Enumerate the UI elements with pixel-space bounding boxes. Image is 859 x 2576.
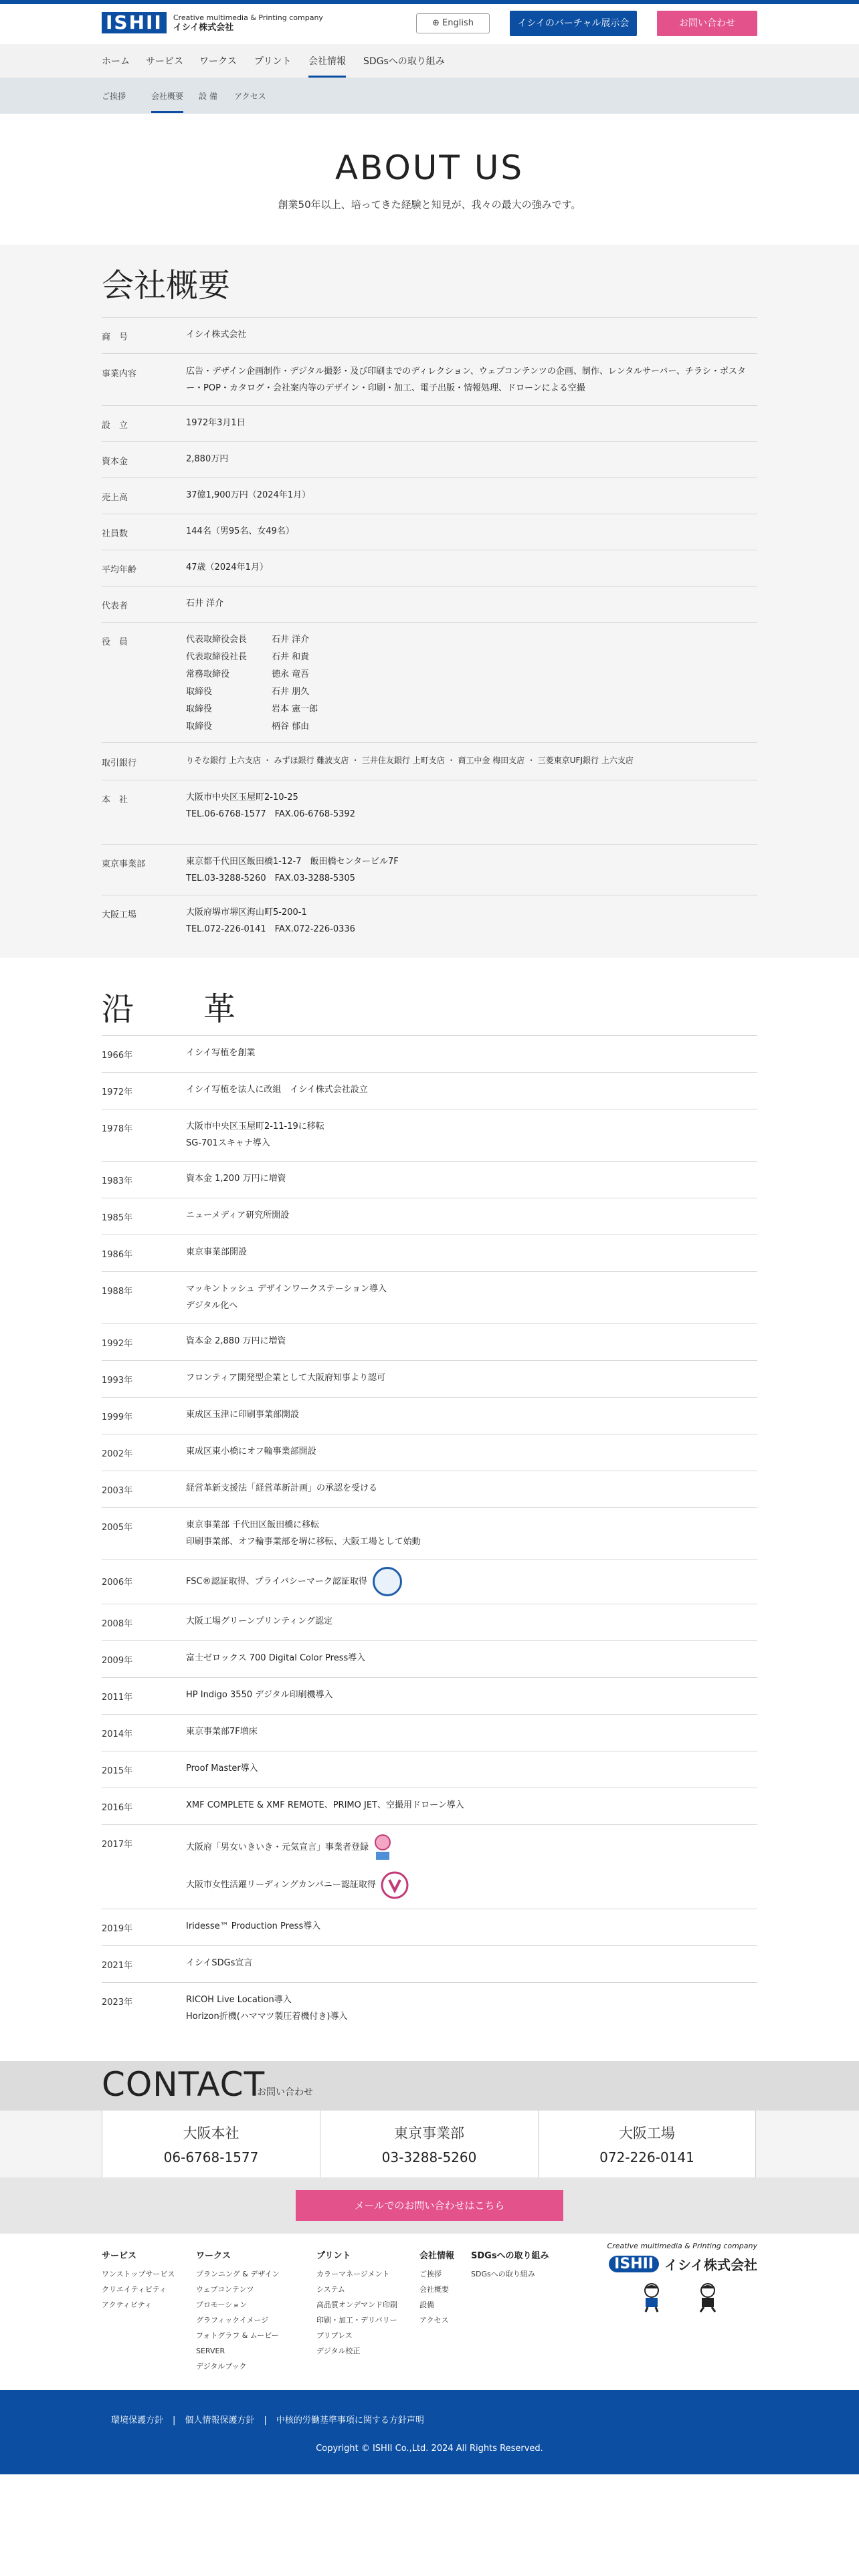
history-row [102,1036,757,1073]
officer [186,649,755,666]
policy-links [111,2413,424,2426]
history-event: 東成区東小橋にオフ輪事業部開設 [186,1446,316,1457]
row-label: 取引銀行 [102,758,137,768]
footer-logo-main [597,2254,757,2274]
history-event: 大阪工場グリーンプリンティング認定 [186,1616,332,1626]
footer-link[interactable]: ウェブコンテンツ [196,2285,254,2294]
subnav-overview[interactable]: 会社概要 [151,90,183,113]
row-value: 広告・デザイン企画制作・デジタル撮影・及び印刷までのディレクション、ウェブコンテンツの企画、制作、レンタルサーバー、チラシ・ポスター・POP・カタログ・会社案内等のデザイン・印刷・加工、電子出版・情報処理、ドローンによる空撮 [186,366,746,393]
footer-link[interactable]: プロモーション [196,2300,248,2309]
office-name: 大阪工場 [619,2125,675,2141]
women-leading-company-icon [380,1870,409,1900]
history-line: デジタル化へ [186,1301,238,1311]
history-event: イシイSDGs宣言 [186,1958,253,1968]
footer-link[interactable]: デジタルブック [196,2362,247,2371]
history-year: 2009年 [102,1656,133,1666]
overview-row [102,780,757,845]
overview-row [102,442,757,478]
row-value [186,789,755,823]
footer-col-works [196,2248,310,2374]
english-button[interactable] [416,13,490,33]
history-row [102,1434,757,1471]
history-event: 東京事業部7F増床 [186,1727,258,1737]
nav-sdgs[interactable]: SDGsへの取り組み [363,56,445,67]
history-event: イシイ写植を創業 [186,1048,256,1058]
footer-logo-tagline: Creative multimedia & Printing company [607,2242,757,2250]
row-label: 資本金 [102,457,128,467]
history-line [186,1829,755,1866]
overview-row [102,406,757,442]
row-value [186,904,755,938]
row-value: 47歳（2024年1月） [186,562,268,572]
footer-col-sdgs [471,2248,571,2282]
history-year: 2005年 [102,1523,133,1533]
history-event: 東京事業部開設 [186,1247,248,1257]
history-row [102,1788,757,1825]
row-label: 商 号 [102,332,128,342]
history-event: XMF COMPLETE & XMF REMOTE、PRIMO JET、空撮用ドローン導入 [186,1800,464,1810]
nav-print[interactable]: プリント [254,56,292,67]
office-name: 大阪本社 [183,2125,240,2141]
footer-link[interactable]: プランニング & デザイン [196,2270,280,2278]
contact-button[interactable]: お問い合わせ [657,11,757,36]
row-value [186,853,755,887]
history-year: 2021年 [102,1961,133,1971]
row-label: 大阪工場 [102,910,137,920]
history-year: 1999年 [102,1412,133,1422]
row-value: 1972年3月1日 [186,418,246,428]
nav-company[interactable]: 会社情報 [308,54,346,78]
office-tokyo[interactable] [320,2111,538,2177]
history-line: 東京事業部 千代田区飯田橋に移転 [186,1520,320,1530]
history-line: FSC®認証取得、プライバシーマーク認証取得 [186,1576,367,1587]
footer-link[interactable]: 会社概要 [419,2285,449,2294]
history-year: 1992年 [102,1339,133,1349]
virtual-exhibition-button[interactable]: イシイのバーチャル展示会 [510,11,637,36]
history-event [186,1517,755,1550]
overview-row [102,586,757,623]
history-event: 経営革新支援法「経営革新計画」の承認を受ける [186,1483,378,1493]
history-event: イシイ写植を法人に改組 イシイ株式会社設立 [186,1085,368,1095]
footer-link[interactable]: SDGsへの取り組み [471,2270,535,2278]
history-year: 1986年 [102,1250,133,1260]
logo-text [173,13,323,33]
officer [186,701,755,718]
history-year: 1993年 [102,1376,133,1386]
officer [186,631,755,649]
row-label: 売上高 [102,493,128,503]
history-year: 1985年 [102,1213,133,1223]
subnav-greeting[interactable]: ご挨拶 [102,92,126,101]
history-event [186,1829,755,1904]
row-value: 144名（男95名、女49名） [186,526,294,536]
overview-row [102,514,757,550]
officer-role: 代表取締役社長 [186,652,248,662]
history-row [102,1508,757,1560]
phone-line: TEL.06-6768-1577 FAX.06-6768-5392 [186,809,355,819]
footer-link[interactable]: アクティビティ [102,2300,152,2309]
footer-link[interactable]: プリプレス [316,2331,353,2340]
history-event: HP Indigo 3550 デジタル印刷機導入 [186,1690,333,1700]
row-value: りそな銀行 上六支店 ・ みずほ銀行 難波支店 ・ 三井住友銀行 上町支店 ・ 商工中金 梅田支店 ・ 三菱東京UFJ銀行 上六支店 [186,756,634,765]
overview-row [102,550,757,586]
history-row [102,1235,757,1272]
history-row [102,1946,757,1983]
history-year: 1966年 [102,1051,133,1061]
row-label: 事業内容 [102,369,137,379]
address-line: 大阪市中央区玉屋町2-10-25 [186,792,298,802]
history-year: 2006年 [102,1578,133,1588]
row-value: 37億1,900万円（2024年1月） [186,490,311,500]
footer-logo[interactable] [597,2242,757,2274]
logo-tagline: Creative multimedia & Printing company [173,13,323,22]
office-osaka-hq[interactable] [102,2111,320,2177]
history-event [186,1118,755,1152]
footer-link[interactable]: グラフィックイメージ [196,2316,269,2325]
main-nav [0,44,859,78]
history-year: 1978年 [102,1124,133,1134]
history-row [102,1715,757,1751]
policy-link-privacy[interactable]: 個人情報保護方針 [185,2416,255,2426]
officer-role: 取締役 [186,722,213,732]
history-row [102,1560,757,1604]
globe-icon: ⊕ [432,18,440,28]
overview-row [102,743,757,780]
office-phones [0,2111,859,2177]
row-label: 東京事業部 [102,859,146,869]
history-line: SG-701スキャナ導入 [186,1138,270,1148]
history-line-text: 大阪府「男女いきいき・元気宣言」事業者登録 [186,1842,369,1852]
mail-contact-button[interactable]: メールでのお問い合わせはこちら [296,2190,563,2221]
history-row [102,1398,757,1434]
overview-row [102,895,757,946]
office-osaka-factory[interactable] [538,2111,756,2177]
history-event: Iridesse™ Production Press導入 [186,1921,321,1931]
contact-subtitle: お問い合わせ [257,2087,313,2098]
footer-col-print [316,2248,430,2359]
office-tel: 06-6768-1577 [163,2149,259,2165]
officer-name: 石井 朋久 [272,687,310,697]
officer-name: 柄谷 郁由 [272,722,310,732]
sub-nav [0,78,859,114]
overview-row [102,478,757,514]
footer-link[interactable]: 設備 [419,2300,434,2309]
page-subtitle: 創業50年以上、培ってきた経験と知見が、我々の最大の強みです。 [278,199,581,211]
mascot-character-icon [694,2282,721,2313]
history-row [102,1604,757,1641]
history-event [186,1992,755,2025]
row-label: 本 社 [102,795,128,805]
officer-name: 岩本 憲一郎 [272,704,318,714]
separator: | [264,2416,267,2426]
office-tel: 03-3288-5260 [381,2149,477,2165]
history-line: Horizon折機(ハママツ製圧着機付き)導入 [186,2012,348,2022]
footer-link[interactable]: カラーマネージメント [316,2270,390,2278]
officer-name: 石井 和貴 [272,652,310,662]
overview-row [102,318,757,354]
phone-line: TEL.072-226-0141 FAX.072-226-0336 [186,924,355,934]
history-row [102,1641,757,1678]
history-row [102,1983,757,2035]
row-label: 社員数 [102,529,128,539]
footer-col-head[interactable]: ワークス [196,2251,231,2261]
history-year: 1972年 [102,1087,133,1097]
footer-logo-company: イシイ株式会社 [664,2257,757,2273]
footer-col-head[interactable]: SDGsへの取り組み [471,2251,549,2261]
history-event: 資本金 1,200 万円に増資 [186,1174,286,1184]
history-year: 2016年 [102,1803,133,1813]
history-row [102,1471,757,1508]
history-event [186,1281,755,1314]
phone-line: TEL.03-3288-5260 FAX.03-3288-5305 [186,873,355,883]
history-year: 2015年 [102,1766,133,1776]
row-value: イシイ株式会社 [186,330,247,340]
footer-link[interactable]: ご挨拶 [419,2270,442,2278]
english-button-label: English [442,18,474,28]
history-year: 2011年 [102,1693,133,1703]
history-table [102,1035,757,2035]
footer-link[interactable]: アクセス [419,2316,449,2325]
officers-row [102,623,757,743]
history-row [102,1825,757,1909]
address-line: 東京都千代田区飯田橋1-12-7 飯田橋センタービル7F [186,857,399,867]
subnav-equipment[interactable]: 設 備 [199,92,217,101]
officer-role: 取締役 [186,704,213,714]
overview-title: 会社概要 [102,267,231,304]
footer-link[interactable]: システム [316,2285,345,2294]
officers-list [186,631,755,736]
history-event: ニューメディア研究所開設 [186,1210,290,1220]
logo-mark: ISHII [102,12,167,33]
history-event [186,1567,755,1597]
footer-link[interactable]: フォトグラフ & ムービー [196,2331,279,2340]
contact-title: CONTACT [102,2065,266,2104]
row-label: 役 員 [102,637,128,647]
history-year: 2002年 [102,1449,133,1459]
privacy-mark-icon [373,1567,402,1596]
footer-link[interactable]: ワンストップサービス [102,2270,175,2278]
history-title: 沿 革 [102,990,255,1028]
site-header [0,4,859,44]
history-year: 1988年 [102,1287,133,1297]
history-row [102,1751,757,1788]
footer-link[interactable]: SERVER [196,2347,225,2355]
site-logo[interactable] [102,12,323,33]
row-label: 代表者 [102,601,128,611]
copyright: Copyright © ISHII Co.,Ltd. 2024 All Rights Reserved. [316,2444,543,2454]
footer-logo-mark: ISHII [609,2256,659,2272]
footer-link[interactable]: 高品質オンデマンド印刷 [316,2300,397,2309]
history-row [102,1678,757,1715]
history-row [102,1272,757,1324]
footer-col-head[interactable]: プリント [316,2251,351,2261]
history-year: 2023年 [102,1998,133,2008]
history-row [102,1909,757,1946]
address-line: 大阪府堺市堺区海山町5-200-1 [186,907,307,918]
ikiiki-award-icon [373,1833,393,1862]
history-row [102,1162,757,1198]
office-tel: 072-226-0141 [599,2149,694,2165]
policy-link-environment[interactable]: 環境保護方針 [111,2416,164,2426]
history-line [186,1866,755,1904]
history-line-text: 大阪市女性活躍リーディングカンパニー認証取得 [186,1880,376,1890]
history-line: RICOH Live Location導入 [186,1995,292,2005]
row-label: 設 立 [102,421,128,431]
bottom-footer [0,2390,859,2474]
history-event: 資本金 2,880 万円に増資 [186,1336,286,1346]
history-row [102,1361,757,1398]
officer [186,683,755,701]
officer-role: 常務取締役 [186,669,230,679]
history-event: 富士ゼロックス 700 Digital Color Press導入 [186,1653,366,1663]
officer-role: 代表取締役会長 [186,635,248,645]
footer-col-head[interactable]: サービス [102,2251,137,2261]
history-year: 2014年 [102,1729,133,1739]
officer-name: 石井 洋介 [272,635,310,645]
history-event: 東成区玉津に印刷事業部開設 [186,1410,300,1420]
officer [186,666,755,683]
history-year: 2017年 [102,1840,133,1850]
officer-role: 取締役 [186,687,213,697]
nav-works[interactable]: ワークス [199,56,237,67]
footer-link[interactable]: クリエイティビティ [102,2285,167,2294]
history-year: 2008年 [102,1619,133,1629]
history-row [102,1324,757,1361]
row-label: 平均年齢 [102,565,137,575]
footer-link[interactable]: 印刷・加工・デリバリー [316,2316,397,2325]
history-year: 1983年 [102,1176,133,1186]
row-value: 石井 洋介 [186,599,224,609]
history-line: 大阪市中央区玉屋町2-11-19に移転 [186,1121,324,1132]
history-row [102,1109,757,1162]
mascot-character-icon [638,2282,665,2313]
history-row [102,1198,757,1235]
nav-home[interactable]: ホーム [102,56,130,67]
officer-name: 徳永 竜吾 [272,669,310,679]
policy-link-labor[interactable]: 中核的労働基準事項に関する方針声明 [276,2416,424,2426]
history-line: マッキントッシュ デザインワークステーション導入 [186,1284,387,1294]
footer-col-head[interactable]: 会社情報 [419,2251,455,2261]
separator: | [173,2416,176,2426]
history-line: 印刷事業部、オフ輪事業部を堺に移転、大阪工場として始動 [186,1537,421,1547]
overview-row [102,354,757,406]
logo-company-name: イシイ株式会社 [173,23,234,33]
history-year: 2003年 [102,1486,133,1496]
footer-col-company [419,2248,473,2328]
footer-link[interactable]: デジタル校正 [316,2347,361,2355]
history-year: 2019年 [102,1924,133,1934]
page-title: ABOUT US [335,148,524,187]
officer [186,718,755,736]
history-event: フロンティア開発型企業として大阪府知事より認可 [186,1373,385,1383]
subnav-access[interactable]: アクセス [234,92,266,101]
overview-table [102,317,757,946]
history-row [102,1073,757,1109]
office-name: 東京事業部 [394,2125,464,2141]
row-value: 2,880万円 [186,454,229,464]
history-event: Proof Master導入 [186,1763,258,1774]
nav-service[interactable]: サービス [146,56,183,67]
overview-row [102,845,757,895]
